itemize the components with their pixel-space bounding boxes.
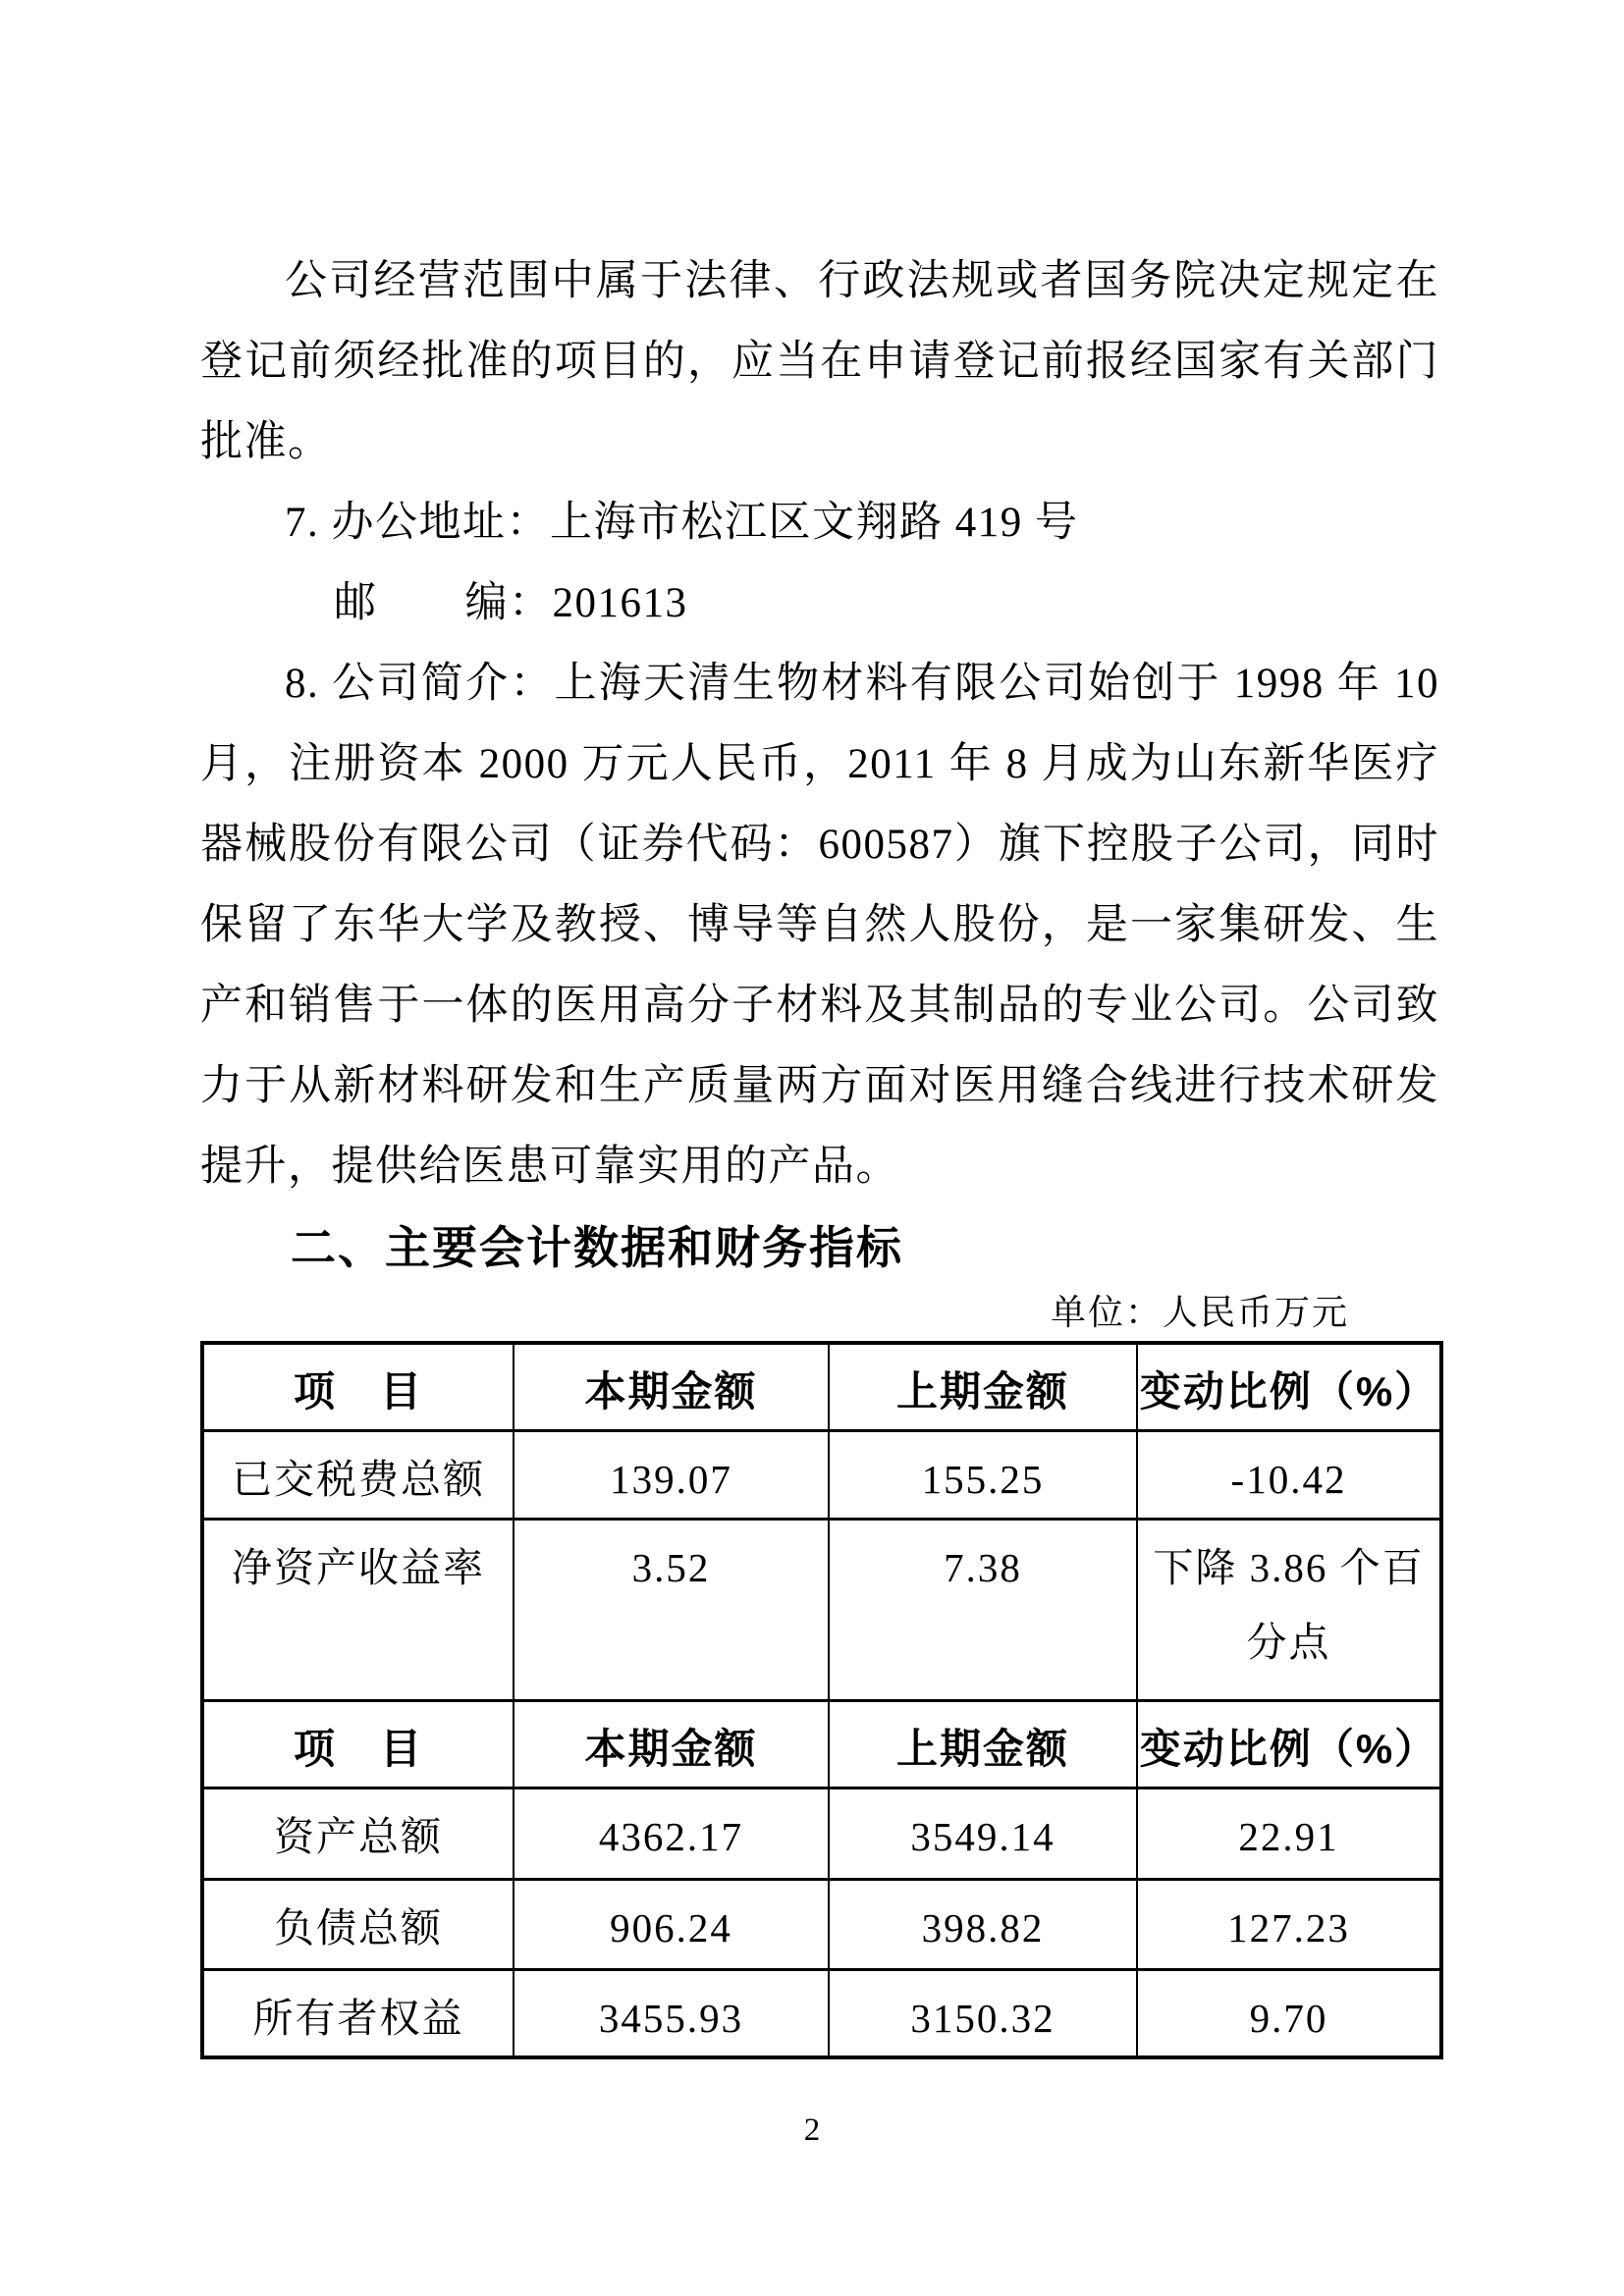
header-cell-prior-period-2: 上期金额 — [829, 1701, 1137, 1789]
cell-taxes-paid-current: 139.07 — [514, 1431, 829, 1520]
header-cell-prior-period-1: 上期金额 — [829, 1343, 1137, 1431]
cell-owners-equity-prior: 3150.32 — [829, 1970, 1137, 2058]
cell-taxes-paid-label: 已交税费总额 — [202, 1431, 514, 1520]
cell-total-liabilities-change: 127.23 — [1137, 1880, 1441, 1970]
row-taxes-paid — [202, 1431, 1441, 1520]
page-content — [200, 241, 1439, 2059]
table-header-row-1 — [202, 1343, 1441, 1431]
line-postal-code: 邮 编：201613 — [334, 580, 688, 626]
cell-total-assets-prior: 3549.14 — [829, 1789, 1137, 1880]
paragraph-company-profile: 8. 公司简介：上海天清生物材料有限公司始创于 1998 年 10 月，注册资本 2000 万元人民币，2011 年 8 月成为山东新华医疗器械股份有限公司（证券代码：600587）旗下控股子公司，同时保留了东华大学及教授、博导等自然人股份，是一家集研发、生产和销售于一体的医用高分子材料及其制品的专业公司。公司致力于从新材料研发和生产质量两方面对医用缝合线进行技术研发提升，提供给医患可靠实用的产品。 — [200, 661, 1439, 1190]
header-cell-change-ratio-2: 变动比例（%） — [1137, 1701, 1441, 1789]
cell-total-liabilities-current: 906.24 — [514, 1880, 829, 1970]
header-cell-current-period-2: 本期金额 — [514, 1701, 829, 1789]
header-cell-item-2: 项 目 — [202, 1701, 514, 1789]
cell-roe-change: 下降 3.86 个百分点 — [1137, 1520, 1441, 1701]
cell-total-liabilities-prior: 398.82 — [829, 1880, 1137, 1970]
row-return-on-equity — [202, 1520, 1441, 1701]
unit-note: 单位：人民币万元 — [1050, 1293, 1349, 1332]
cell-taxes-paid-change: -10.42 — [1137, 1431, 1441, 1520]
page-number: 2 — [803, 2112, 821, 2148]
row-owners-equity — [202, 1970, 1441, 2058]
cell-total-assets-change: 22.91 — [1137, 1789, 1441, 1880]
row-total-liabilities — [202, 1880, 1441, 1970]
financial-indicators-table — [200, 1341, 1443, 2059]
row-total-assets — [202, 1789, 1441, 1880]
cell-total-assets-current: 4362.17 — [514, 1789, 829, 1880]
cell-owners-equity-label: 所有者权益 — [202, 1970, 514, 2058]
table-header-row-2 — [202, 1701, 1441, 1789]
cell-total-liabilities-label: 负债总额 — [202, 1880, 514, 1970]
header-cell-current-period-1: 本期金额 — [514, 1343, 829, 1431]
cell-taxes-paid-prior: 155.25 — [829, 1431, 1137, 1520]
header-cell-item-1: 项 目 — [202, 1343, 514, 1431]
paragraph-business-scope-note: 公司经营范围中属于法律、行政法规或者国务院决定规定在登记前须经批准的项目的，应当在申请登记前报经国家有关部门批准。 — [200, 258, 1439, 465]
cell-owners-equity-current: 3455.93 — [514, 1970, 829, 2058]
cell-roe-label: 净资产收益率 — [202, 1520, 514, 1701]
cell-roe-prior: 7.38 — [829, 1520, 1137, 1701]
cell-roe-current: 3.52 — [514, 1520, 829, 1701]
header-cell-change-ratio-1: 变动比例（%） — [1137, 1343, 1441, 1431]
cell-owners-equity-change: 9.70 — [1137, 1970, 1441, 2058]
line-office-address: 7. 办公地址：上海市松江区文翔路 419 号 — [285, 500, 1079, 546]
cell-total-assets-label: 资产总额 — [202, 1789, 514, 1880]
section-heading: 二、主要会计数据和财务指标 — [291, 1222, 903, 1273]
